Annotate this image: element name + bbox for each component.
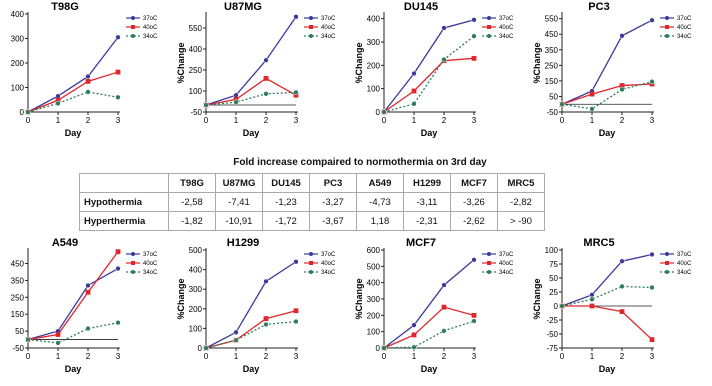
y-tick-label: 0: [553, 302, 558, 311]
data-point: [442, 283, 447, 288]
x-tick-label: 1: [411, 116, 417, 125]
data-point: [116, 95, 121, 100]
y-tick-label: 250: [544, 61, 558, 71]
y-tick-label: 100: [188, 87, 202, 96]
legend-marker: [309, 16, 313, 20]
y-tick-label: 250: [10, 293, 24, 303]
data-point: [264, 76, 269, 81]
y-tick-label: 150: [544, 76, 558, 86]
y-tick-label: -25: [546, 316, 558, 325]
legend-label: 40oC: [143, 261, 158, 267]
table-cell: -4,73: [357, 193, 404, 212]
data-point: [412, 89, 417, 94]
table-cell: -10,91: [216, 212, 263, 231]
legend-marker: [665, 16, 669, 20]
legend-marker: [487, 252, 491, 256]
table-cell: -7,41: [216, 193, 263, 212]
legend-marker: [309, 252, 313, 256]
data-point: [442, 57, 447, 62]
y-axis-label: %Change: [354, 42, 364, 84]
series-line-37oC: [206, 262, 296, 348]
data-point: [412, 101, 417, 106]
x-tick-label: 2: [85, 116, 91, 125]
data-point: [86, 290, 91, 295]
data-point: [620, 33, 625, 38]
data-point: [472, 56, 477, 61]
y-tick-label: 100: [544, 246, 558, 255]
legend-label: 34oC: [321, 34, 336, 40]
y-tick-label: 100: [366, 327, 380, 337]
legend-label: 37oC: [499, 16, 514, 22]
legend-label: 37oC: [677, 252, 692, 258]
series-line-40oC: [384, 307, 474, 348]
legend-label: 40oC: [143, 25, 158, 31]
series-line-34oC: [384, 36, 474, 112]
chart-title: A549: [51, 237, 79, 249]
legend-label: 34oC: [143, 34, 158, 40]
x-tick-label: 0: [559, 116, 565, 125]
legend-label: 34oC: [143, 270, 158, 276]
x-axis-label: Day: [420, 128, 438, 138]
table-row: [80, 193, 545, 212]
data-point: [56, 341, 61, 346]
y-axis-label: %Change: [176, 42, 186, 84]
chart-title: MRC5: [583, 237, 615, 249]
series-line-37oC: [206, 17, 296, 105]
legend-label: 40oC: [321, 261, 336, 267]
table-cell: -2,82: [498, 193, 545, 212]
legend-label: 37oC: [677, 16, 692, 22]
data-point: [204, 346, 209, 351]
data-point: [116, 249, 121, 254]
chart-a549: [0, 236, 178, 386]
table-cell: -2,31: [404, 212, 451, 231]
y-tick-label: 400: [188, 45, 202, 54]
series-line-34oC: [384, 321, 474, 348]
data-point: [412, 333, 417, 338]
data-point: [234, 100, 239, 105]
data-point: [472, 319, 477, 324]
y-tick-label: 50: [549, 92, 558, 102]
legend-marker: [309, 261, 313, 265]
y-tick-label: 0: [197, 344, 202, 353]
chart-title: T98G: [51, 1, 79, 13]
data-point: [264, 279, 269, 284]
x-axis-label: Day: [64, 364, 82, 374]
column-header: U87MG: [216, 174, 263, 193]
y-tick-label: 100: [10, 83, 24, 93]
series-line-37oC: [384, 20, 474, 112]
table-corner: [80, 174, 169, 193]
column-header: MCF7: [451, 174, 498, 193]
y-tick-label: 500: [366, 262, 380, 272]
table-cell: -3,67: [310, 212, 357, 231]
y-tick-label: -50: [12, 344, 24, 353]
y-tick-label: -50: [546, 330, 558, 339]
y-tick-label: 200: [366, 61, 380, 71]
x-axis-label: Day: [242, 364, 260, 374]
data-point: [116, 35, 121, 40]
series-line-34oC: [562, 286, 652, 306]
chart-title: DU145: [403, 1, 439, 13]
legend-label: 34oC: [677, 34, 692, 40]
x-tick-label: 2: [441, 352, 447, 361]
data-point: [412, 323, 417, 328]
legend-label: 34oC: [321, 270, 336, 276]
x-axis-label: Day: [598, 364, 616, 374]
data-point: [590, 297, 595, 302]
y-tick-label: 450: [544, 30, 558, 40]
legend-marker: [487, 261, 491, 265]
data-point: [56, 332, 61, 337]
data-point: [56, 94, 61, 99]
data-point: [264, 58, 269, 63]
series-line-37oC: [28, 37, 118, 112]
y-tick-label: 550: [544, 14, 558, 24]
y-tick-label: 300: [366, 38, 380, 47]
y-axis-label: %Change: [532, 42, 542, 84]
chart-pc3: [534, 0, 712, 150]
data-point: [650, 18, 655, 23]
series-line-40oC: [28, 252, 118, 340]
chart-title: U87MG: [224, 1, 262, 13]
y-tick-label: 100: [188, 324, 202, 334]
y-tick-label: 450: [10, 259, 24, 269]
legend-marker: [131, 270, 135, 274]
y-tick-label: 350: [10, 276, 24, 286]
legend-marker: [131, 252, 135, 256]
chart-title: PC3: [588, 1, 610, 13]
legend-marker: [487, 25, 491, 29]
x-axis-label: Day: [242, 128, 260, 138]
y-tick-label: 50: [549, 274, 558, 283]
table-row: [80, 212, 545, 231]
legend-marker: [665, 252, 669, 256]
data-point: [472, 17, 477, 22]
chart-t98g: [0, 0, 178, 150]
data-point: [620, 284, 625, 289]
data-point: [26, 110, 31, 115]
x-axis-label: Day: [420, 364, 438, 374]
data-point: [86, 90, 91, 95]
series-line-37oC: [384, 260, 474, 348]
data-point: [56, 101, 61, 106]
y-axis-label: %Change: [354, 278, 364, 320]
chart-h1299: [178, 236, 356, 386]
x-tick-label: 2: [619, 116, 625, 125]
chart-mrc5: [534, 236, 712, 386]
data-point: [116, 70, 121, 75]
data-point: [650, 252, 655, 257]
table-cell: -1,82: [169, 212, 216, 231]
legend-label: 40oC: [677, 261, 692, 267]
y-tick-label: 200: [366, 311, 380, 321]
data-point: [442, 305, 447, 310]
data-point: [412, 71, 417, 76]
chart-du145: [356, 0, 534, 150]
data-point: [382, 346, 387, 351]
data-point: [620, 87, 625, 92]
x-tick-label: 3: [649, 352, 655, 361]
y-tick-label: 500: [188, 246, 202, 255]
table-title: Fold increase compaired to normothermia on 3rd day: [233, 157, 487, 168]
y-tick-label: -75: [546, 344, 558, 353]
data-point: [650, 337, 655, 342]
series-line-40oC: [206, 311, 296, 348]
y-tick-label: 0: [375, 108, 380, 117]
series-line-40oC: [562, 84, 652, 104]
x-tick-label: 2: [85, 352, 91, 361]
data-point: [472, 34, 477, 39]
x-tick-label: 3: [293, 352, 299, 361]
data-point: [590, 304, 595, 309]
legend-label: 40oC: [677, 25, 692, 31]
table-header-row: [80, 174, 545, 193]
legend-label: 40oC: [321, 25, 336, 31]
series-line-37oC: [562, 20, 652, 104]
x-tick-label: 2: [441, 116, 447, 125]
y-tick-label: 350: [544, 45, 558, 55]
data-point: [86, 283, 91, 288]
data-point: [204, 103, 209, 108]
x-tick-label: 1: [55, 116, 61, 125]
y-tick-label: 25: [549, 288, 558, 297]
column-header: T98G: [169, 174, 216, 193]
data-point: [86, 79, 91, 84]
y-tick-label: 0: [19, 108, 24, 117]
y-tick-label: 150: [10, 310, 24, 320]
x-axis-label: Day: [64, 128, 82, 138]
column-header: DU145: [263, 174, 310, 193]
x-tick-label: 0: [203, 116, 209, 125]
data-point: [264, 316, 269, 321]
x-tick-label: 0: [381, 116, 387, 125]
x-tick-label: 1: [589, 352, 595, 361]
data-point: [442, 328, 447, 333]
legend-label: 34oC: [499, 34, 514, 40]
table-cell: -3,27: [310, 193, 357, 212]
x-tick-label: 1: [411, 352, 417, 361]
chart-u87mg: [178, 0, 356, 150]
data-point: [264, 322, 269, 327]
y-tick-label: 300: [10, 34, 24, 44]
column-header: PC3: [310, 174, 357, 193]
y-tick-label: 50: [15, 327, 24, 337]
legend-marker: [131, 261, 135, 265]
data-point: [116, 266, 121, 271]
legend-label: 34oC: [499, 270, 514, 276]
data-point: [442, 26, 447, 31]
legend-marker: [487, 270, 491, 274]
series-line-34oC: [562, 82, 652, 109]
data-point: [412, 345, 417, 350]
legend-label: 37oC: [143, 252, 158, 258]
table-cell: -1,72: [263, 212, 310, 231]
x-tick-label: 0: [381, 352, 387, 361]
data-point: [116, 320, 121, 325]
y-tick-label: -50: [190, 108, 202, 117]
x-tick-label: 1: [233, 352, 239, 361]
x-axis-label: Day: [598, 128, 616, 138]
legend-marker: [665, 25, 669, 29]
x-tick-label: 2: [263, 116, 269, 125]
series-line-40oC: [28, 72, 118, 112]
data-point: [590, 92, 595, 97]
data-point: [650, 285, 655, 290]
series-line-37oC: [562, 254, 652, 306]
table-cell: > -90: [498, 212, 545, 231]
y-tick-label: 250: [188, 66, 202, 75]
chart-mcf7: [356, 236, 534, 386]
y-tick-label: 0: [375, 344, 380, 353]
legend-marker: [487, 34, 491, 38]
x-tick-label: 2: [263, 352, 269, 361]
series-line-40oC: [384, 58, 474, 112]
data-point: [294, 308, 299, 313]
legend-label: 34oC: [677, 270, 692, 276]
x-tick-label: 1: [233, 116, 239, 125]
legend-label: 37oC: [499, 252, 514, 258]
y-tick-label: 400: [366, 14, 380, 24]
data-point: [620, 309, 625, 314]
y-tick-label: 200: [188, 304, 202, 314]
series-line-34oC: [28, 92, 118, 112]
table-cell: -2,58: [169, 193, 216, 212]
x-tick-label: 3: [471, 352, 477, 361]
legend-marker: [309, 34, 313, 38]
data-point: [560, 102, 565, 107]
x-tick-label: 3: [115, 352, 121, 361]
table-cell: 1,18: [357, 212, 404, 231]
data-point: [294, 259, 299, 264]
data-point: [86, 74, 91, 79]
legend-label: 40oC: [499, 261, 514, 267]
legend-marker: [131, 25, 135, 29]
legend-marker: [665, 261, 669, 265]
data-point: [472, 313, 477, 318]
y-tick-label: 400: [366, 278, 380, 288]
data-point: [382, 110, 387, 115]
y-tick-label: 550: [188, 24, 202, 33]
legend-marker: [665, 270, 669, 274]
data-point: [86, 326, 91, 331]
table-cell: -2,62: [451, 212, 498, 231]
legend-label: 37oC: [321, 16, 336, 22]
x-tick-label: 1: [55, 352, 61, 361]
data-point: [590, 106, 595, 111]
table-cell: -3,26: [451, 193, 498, 212]
legend-label: 37oC: [321, 252, 336, 258]
data-point: [234, 93, 239, 98]
chart-title: MCF7: [406, 237, 436, 249]
column-header: H1299: [404, 174, 451, 193]
series-line-37oC: [28, 269, 118, 340]
series-line-40oC: [562, 306, 652, 340]
y-tick-label: 200: [10, 59, 24, 68]
chart-title: H1299: [226, 237, 260, 249]
legend-marker: [131, 34, 135, 38]
y-tick-label: 400: [188, 265, 202, 275]
data-point: [650, 79, 655, 84]
data-point: [620, 259, 625, 264]
x-tick-label: 0: [559, 352, 565, 361]
legend-label: 37oC: [143, 16, 158, 22]
y-tick-label: 600: [366, 246, 380, 255]
y-tick-label: 300: [188, 285, 202, 295]
data-point: [26, 337, 31, 342]
table-cell: -3,11: [404, 193, 451, 212]
legend-marker: [487, 16, 491, 20]
x-tick-label: 3: [115, 116, 121, 125]
y-tick-label: 100: [366, 84, 380, 94]
data-point: [234, 330, 239, 335]
x-tick-label: 1: [589, 116, 595, 125]
row-header: Hyperthermia: [80, 212, 169, 231]
y-axis-label: %Change: [532, 278, 542, 320]
x-tick-label: 0: [25, 116, 31, 125]
x-tick-label: 2: [619, 352, 625, 361]
data-point: [560, 304, 565, 309]
y-tick-label: 400: [10, 10, 24, 19]
y-tick-label: -50: [546, 108, 558, 117]
x-tick-label: 0: [25, 352, 31, 361]
data-point: [294, 90, 299, 95]
legend-marker: [309, 25, 313, 29]
x-tick-label: 3: [649, 116, 655, 125]
data-point: [264, 91, 269, 96]
x-tick-label: 3: [471, 116, 477, 125]
table-cell: -1,23: [263, 193, 310, 212]
data-point: [590, 292, 595, 297]
legend-marker: [131, 16, 135, 20]
x-tick-label: 3: [293, 116, 299, 125]
legend-marker: [665, 34, 669, 38]
column-header: MRC5: [498, 174, 545, 193]
data-point: [472, 257, 477, 262]
y-axis-label: %Change: [176, 278, 186, 320]
data-point: [234, 338, 239, 343]
x-tick-label: 0: [203, 352, 209, 361]
row-header: Hypothermia: [80, 193, 169, 212]
legend-marker: [309, 270, 313, 274]
y-tick-label: 300: [366, 295, 380, 304]
data-point: [294, 319, 299, 324]
data-point: [294, 14, 299, 19]
column-header: A549: [357, 174, 404, 193]
series-line-34oC: [206, 92, 296, 105]
legend-label: 40oC: [499, 25, 514, 31]
fold-increase-table: [79, 173, 545, 231]
y-tick-label: 75: [549, 260, 558, 269]
